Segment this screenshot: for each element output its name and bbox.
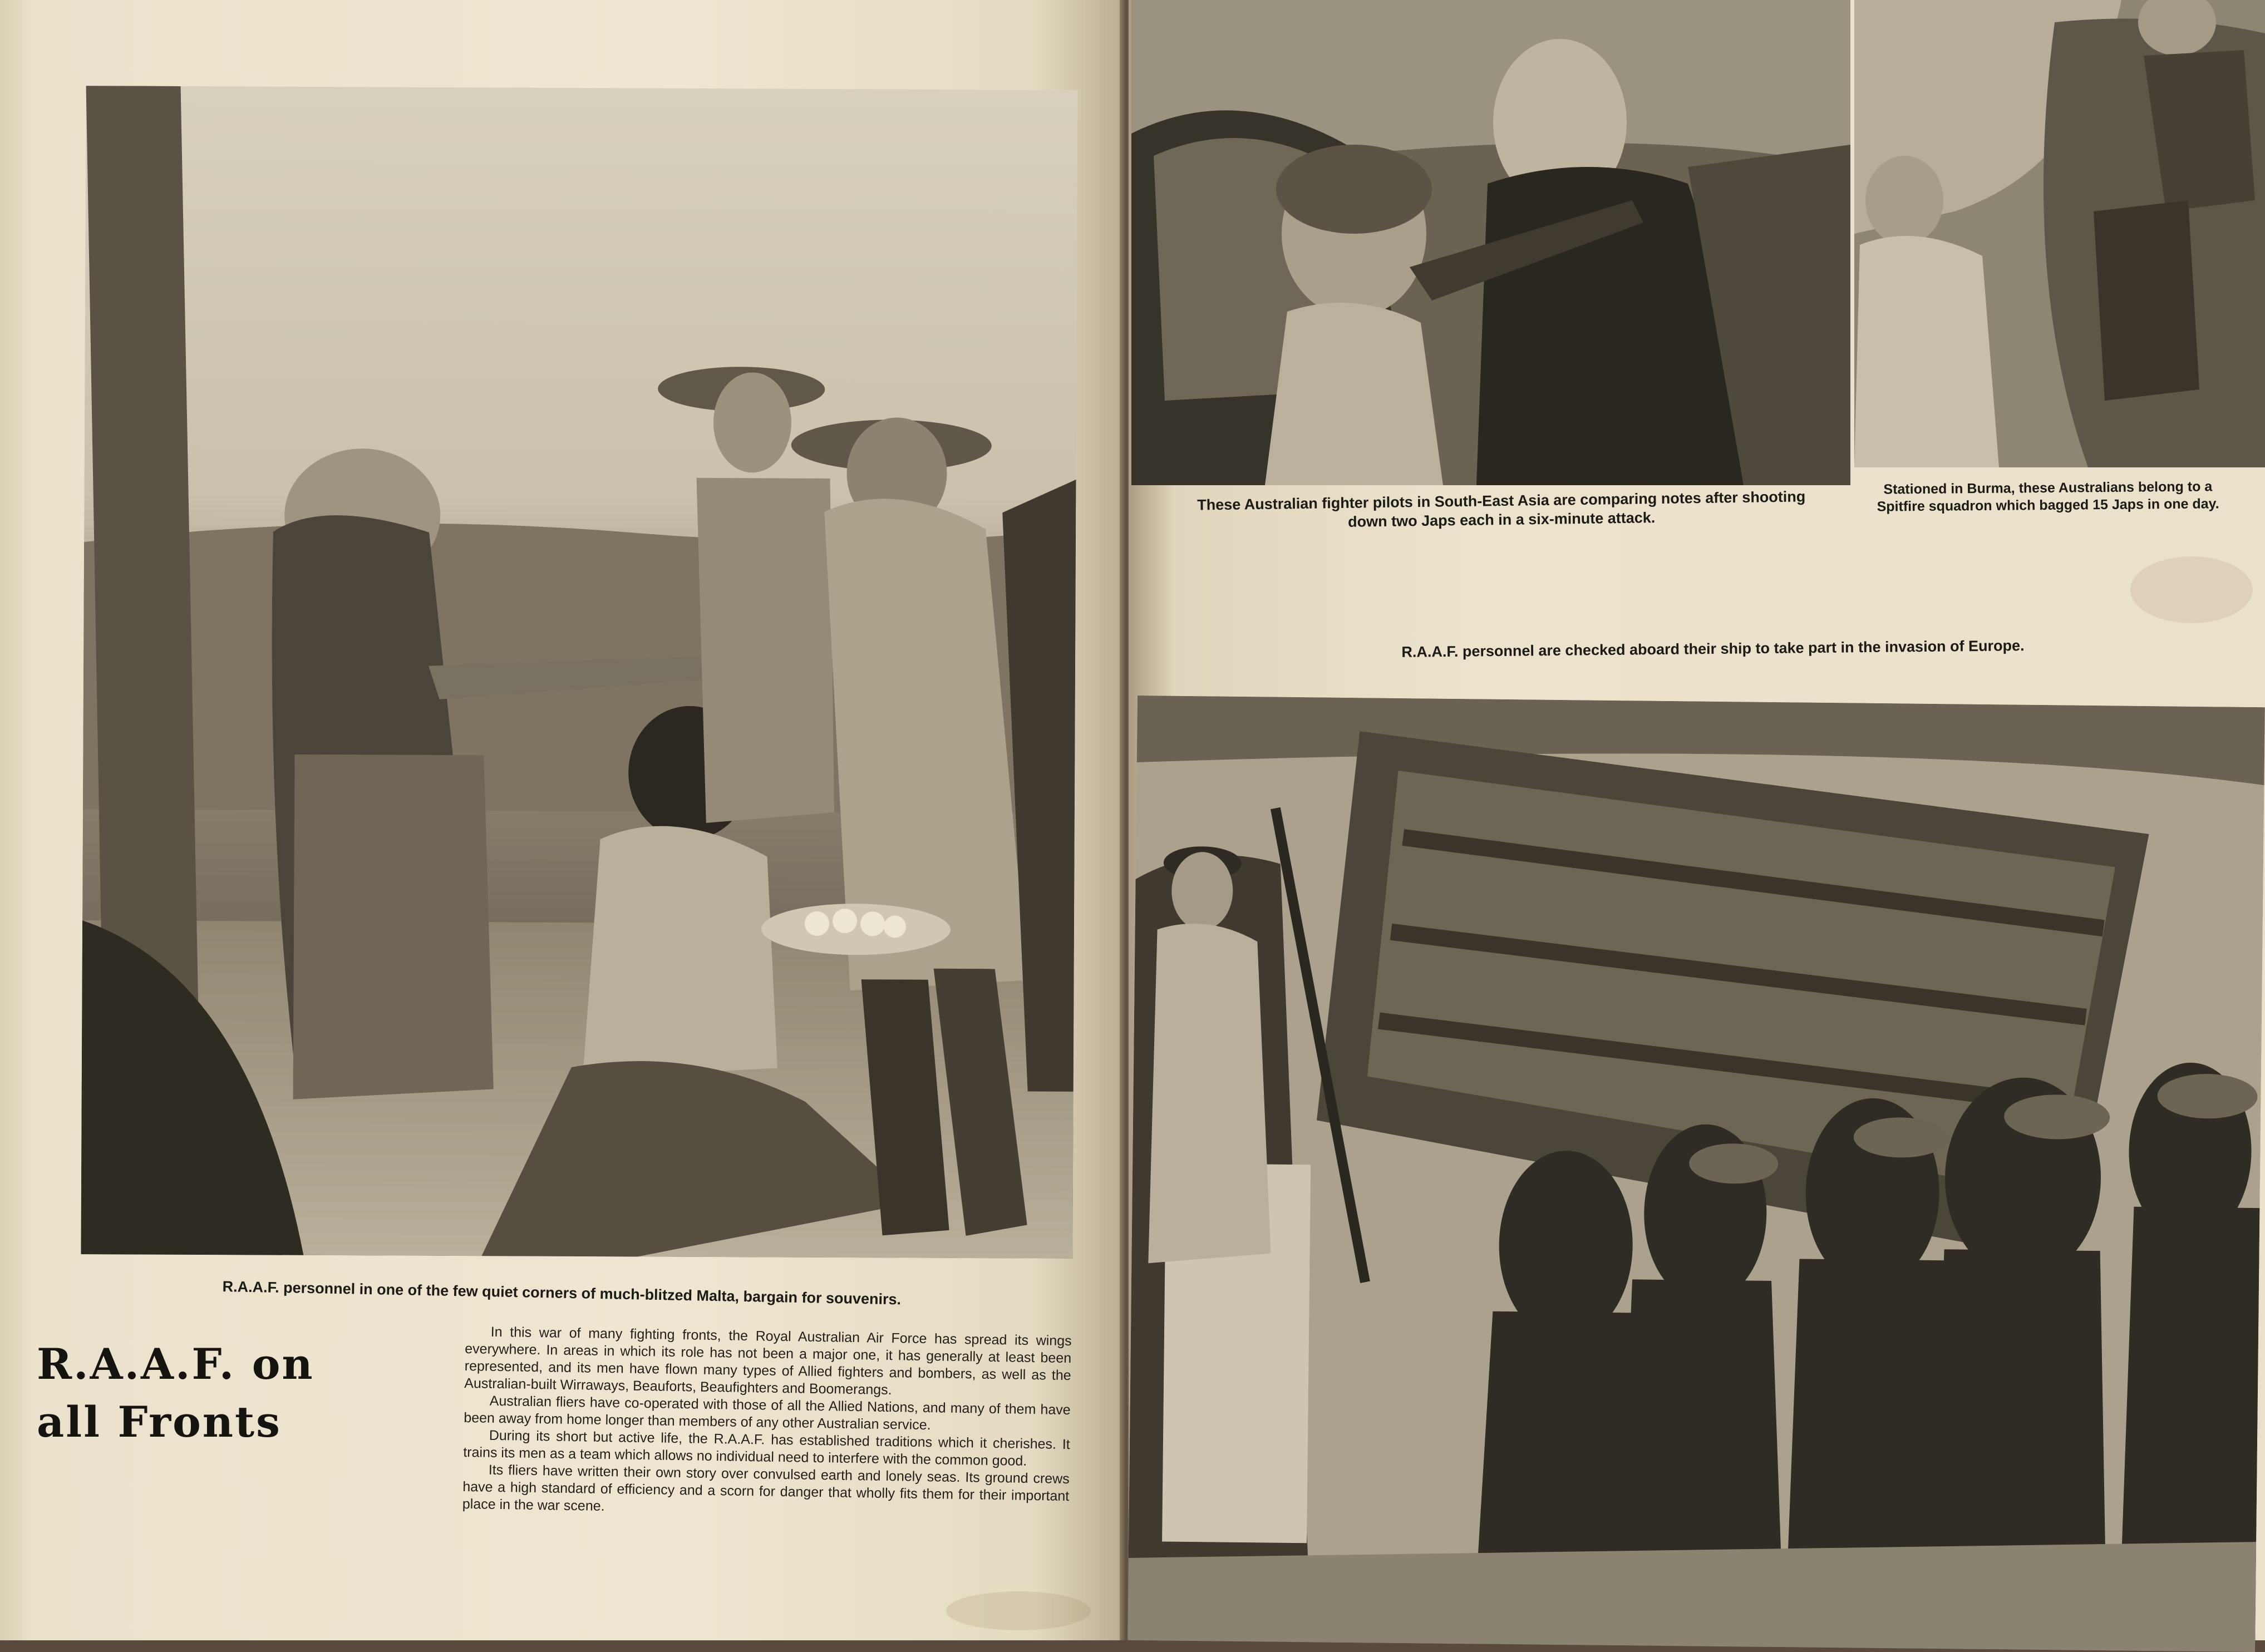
- paper-stain: [2130, 556, 2253, 623]
- article-headline: [37, 1335, 404, 1451]
- burma-photo: [1854, 0, 2265, 467]
- article-paragraph: Australian fliers have co-operated with those of all the Allied Nations, and many of them have been away from home longer than members of any other Australian service.: [464, 1393, 1071, 1433]
- article-paragraph: Its fliers have written their own story over convulsed earth and lonely seas. Its ground crews have a high standard of efficiency and a scorn for danger that wholly fits them for their important place in the war scene.: [462, 1462, 1070, 1514]
- malta-photo-image: [81, 86, 1077, 1259]
- headline-line-2: all Fronts: [37, 1397, 282, 1447]
- left-page: [0, 0, 1124, 1640]
- ship-photo-image: [1127, 696, 2265, 1652]
- paper-stain: [946, 1591, 1091, 1630]
- right-page: [1129, 0, 2265, 1640]
- malta-photo: [81, 86, 1077, 1259]
- pilots-photo-image: [1131, 0, 1850, 485]
- pilots-photo: [1131, 0, 1850, 485]
- article-body: [462, 1323, 1072, 1522]
- malta-photo-caption: R.A.A.F. personnel in one of the few quiet corners of much-blitzed Malta, bargain for souvenirs.: [222, 1278, 902, 1308]
- burma-photo-image: [1854, 0, 2265, 467]
- ship-photo: [1127, 696, 2265, 1652]
- article-paragraph: During its short but active life, the R.A.A.F. has established traditions which it cherishes. It trains its men as a team which allows no individual need to interfere with the common good.: [463, 1427, 1070, 1469]
- ship-photo-caption: R.A.A.F. personnel are checked aboard their ship to take part in the invasion of Europe.: [1401, 637, 2025, 660]
- article-paragraph: In this war of many fighting fronts, the Royal Australian Air Force has spread its wings everywhere. In areas in which its role has not been a major one, it has generally at least been represented, and its men have flown many types of Allied fighters and bombers, as well as the Australian-built Wirraways, Beauforts, Beaufighters and Boomerangs.: [464, 1324, 1072, 1398]
- pilots-photo-caption: These Australian fighter pilots in South-East Asia are comparing notes after shooting down two Japs each in a six-minute attack.: [1197, 488, 1806, 530]
- headline-line-1: R.A.A.F. on: [37, 1339, 314, 1389]
- burma-photo-caption: Stationed in Burma, these Australians belong to a Spitfire squadron which bagged 15 Japs in one day.: [1877, 479, 2219, 515]
